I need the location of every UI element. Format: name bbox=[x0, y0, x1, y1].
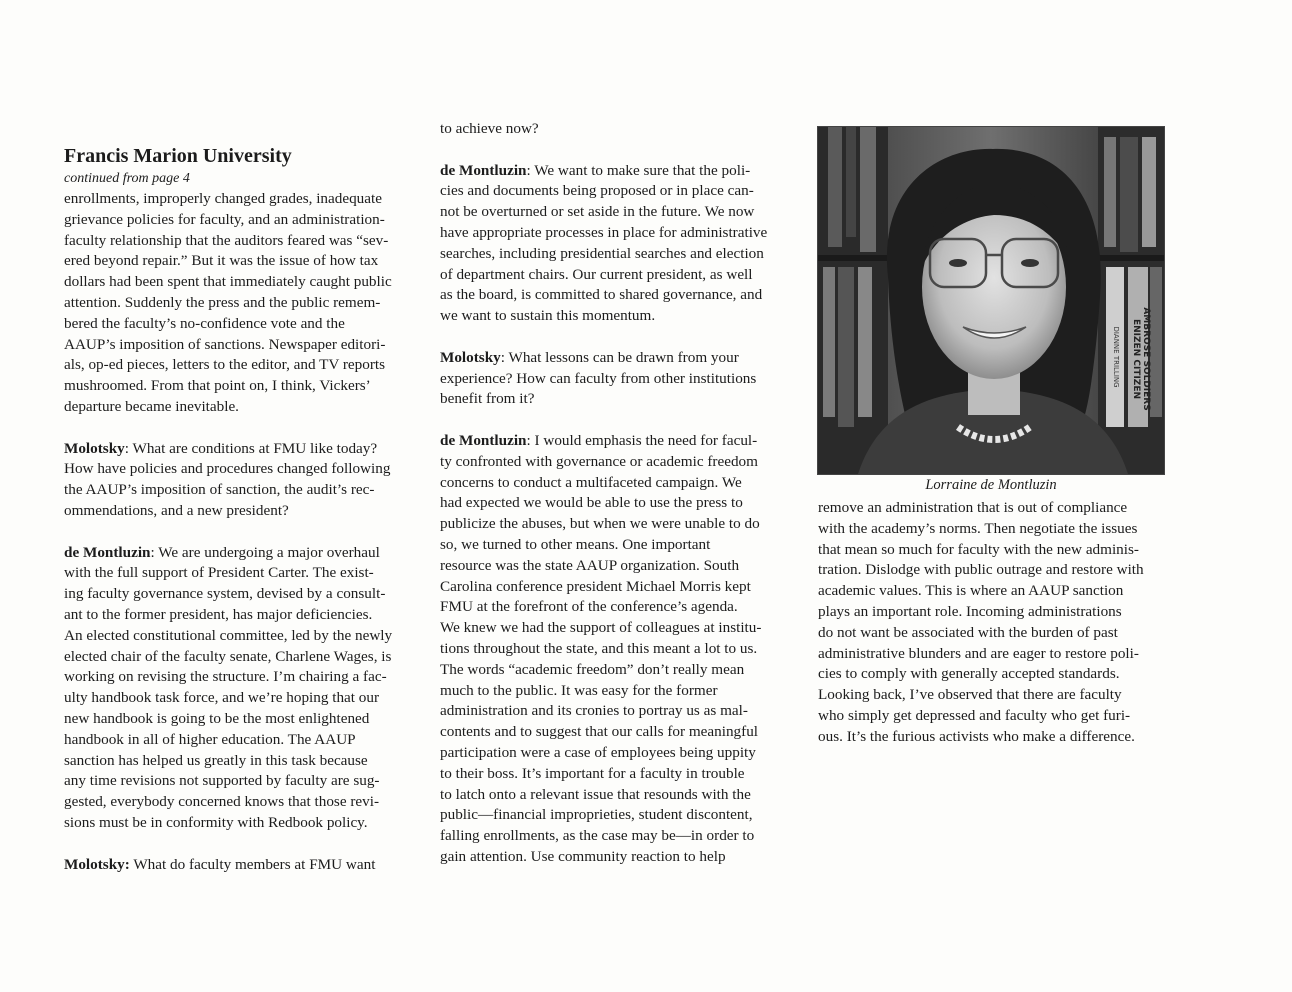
text-line: handbook in all of higher education. The AAUP bbox=[64, 730, 356, 748]
text-line bbox=[64, 439, 424, 460]
text-line: faculty relationship that the auditors feared was “sev- bbox=[64, 231, 389, 249]
paragraph-gap bbox=[64, 418, 424, 439]
text-line: mushroomed. From that point on, I think, Vickers’ bbox=[64, 377, 371, 395]
text-line: ous. It’s the furious activists who make a difference. bbox=[818, 727, 1135, 745]
text-line: academic values. This is where an AAUP sanction bbox=[818, 582, 1124, 600]
speaker-name: Molotsky bbox=[64, 439, 125, 457]
text-line: who simply get depressed and faculty who get furi- bbox=[818, 706, 1131, 724]
portrait-image bbox=[818, 127, 1164, 474]
speaker-text: : What lessons can be drawn from your bbox=[500, 348, 739, 366]
text-line: any time revisions not supported by faculty are sug- bbox=[64, 772, 380, 790]
text-line: als, op-ed pieces, letters to the editor, and TV reports bbox=[64, 356, 386, 374]
speaker-text: : We want to make sure that the poli- bbox=[526, 161, 751, 179]
book-spine-text: DIANNE TRILLING bbox=[1112, 326, 1120, 388]
text-line: Carolina conference president Michael Morris kept bbox=[440, 577, 751, 595]
article-column-1 bbox=[64, 143, 424, 875]
book-spine-text: ENIZEN CITIZEN bbox=[1131, 318, 1141, 400]
text-line: to latch onto a relevant issue that resounds with the bbox=[440, 785, 751, 803]
photo-caption: Lorraine de Montluzin bbox=[925, 477, 1057, 493]
text-line: the AAUP’s imposition of sanction, the audit’s rec- bbox=[64, 481, 375, 499]
text-line: much to the public. It was easy for the former bbox=[440, 681, 718, 699]
text-line: gain attention. Use community reaction to help bbox=[440, 847, 726, 865]
text-line: publicize the abuses, but when we were unable to do bbox=[440, 515, 760, 533]
text-line: as the board, is committed to shared governance, and bbox=[440, 286, 763, 304]
text-line: falling enrollments, as the case may be—in order to bbox=[440, 827, 755, 845]
text-line: enrollments, improperly changed grades, inadequate bbox=[64, 190, 382, 207]
text-line bbox=[440, 348, 802, 369]
text-line: Looking back, I’ve observed that there are faculty bbox=[818, 686, 1122, 704]
text-line: have appropriate processes in place for administrative bbox=[440, 223, 768, 241]
text-line: we want to sustain this momentum. bbox=[440, 307, 656, 325]
text-line: tration. Dislodge with public outrage and restore with bbox=[818, 561, 1144, 579]
text-line: to their boss. It’s important for a faculty in trouble bbox=[440, 764, 745, 782]
text-line bbox=[64, 543, 424, 564]
text-line: working on revising the structure. I’m chairing a fac- bbox=[64, 668, 387, 686]
text-line: had expected we would be able to use the press to bbox=[440, 494, 743, 512]
text-line: participation were a case of employees being uppity bbox=[440, 743, 756, 761]
speaker-name: de Montluzin bbox=[440, 161, 527, 179]
text-line bbox=[440, 431, 802, 452]
text-line: cies to comply with generally accepted standards. bbox=[818, 665, 1120, 683]
text-line bbox=[440, 161, 802, 182]
text-line: We knew we had the support of colleagues at institu- bbox=[440, 619, 762, 637]
text-line: so, we turned to other means. One important bbox=[440, 535, 711, 553]
text-line: experience? How can faculty from other institutions bbox=[440, 369, 757, 387]
column-1-body bbox=[64, 189, 424, 875]
article-column-3 bbox=[818, 498, 1182, 748]
speaker-name: de Montluzin bbox=[440, 431, 527, 449]
text-line: AAUP’s imposition of sanctions. Newspaper editori- bbox=[64, 335, 386, 353]
book-spine-text: AMBROSE SOLDIERS bbox=[1141, 307, 1151, 411]
text-line: contents and to suggest that our calls for meaningful bbox=[440, 723, 759, 741]
text-line: not be overturned or set aside in the future. We now bbox=[440, 203, 755, 221]
text-line: The words “academic freedom” don’t really mean bbox=[440, 660, 745, 678]
text-line: gested, everybody concerned knows that those revi- bbox=[64, 793, 380, 811]
article-column-2 bbox=[440, 119, 802, 868]
text-line: of department chairs. Our current president, as well bbox=[440, 265, 753, 283]
speaker-name: Molotsky: bbox=[64, 855, 130, 873]
speaker-text: : What are conditions at FMU like today? bbox=[124, 439, 378, 457]
paragraph-gap bbox=[64, 834, 424, 855]
text-line: plays an important role. Incoming administrations bbox=[818, 602, 1122, 620]
speaker-name: Molotsky bbox=[440, 348, 501, 366]
text-line: administration and its cronies to portray us as mal- bbox=[440, 702, 748, 720]
paragraph-gap bbox=[440, 327, 802, 348]
speaker-text: What do faculty members at FMU want bbox=[129, 855, 376, 873]
text-line: new handbook is going to be the most enlightened bbox=[64, 709, 370, 727]
text-line: How have policies and procedures changed following bbox=[64, 460, 391, 478]
speaker-text: : We are undergoing a major overhaul bbox=[150, 543, 380, 561]
text-line: sanction has helped us greatly in this task because bbox=[64, 751, 368, 769]
text-line: resource was the state AAUP organization. South bbox=[440, 556, 740, 574]
article-heading: Francis Marion University bbox=[64, 145, 292, 167]
paragraph-gap bbox=[440, 410, 802, 431]
speaker-text: : I would emphasis the need for facul- bbox=[526, 431, 758, 449]
text-line: dollars had been spent that immediately caught public bbox=[64, 273, 392, 291]
continued-note: continued from page 4 bbox=[64, 171, 190, 186]
text-line: administrative blunders and are eager to restore poli- bbox=[818, 644, 1139, 662]
text-line: with the academy’s norms. Then negotiate the issues bbox=[818, 519, 1138, 537]
text-line: cies and documents being proposed or in place can- bbox=[440, 182, 754, 200]
portrait-photo bbox=[817, 126, 1165, 475]
text-line: remove an administration that is out of compliance bbox=[818, 499, 1128, 516]
paragraph-gap bbox=[64, 522, 424, 543]
text-line: sions must be in conformity with Redbook policy. bbox=[64, 813, 368, 831]
text-line: departure became inevitable. bbox=[64, 397, 239, 415]
column-3-body bbox=[818, 498, 1182, 748]
text-line: benefit from it? bbox=[440, 390, 535, 408]
text-line bbox=[64, 855, 424, 876]
text-line: ant to the former president, has major deficiencies. bbox=[64, 605, 373, 623]
text-line: An elected constitutional committee, led by the newly bbox=[64, 626, 393, 644]
speaker-name: de Montluzin bbox=[64, 543, 151, 561]
text-line: with the full support of President Carter. The exist- bbox=[64, 564, 374, 582]
paragraph-gap bbox=[440, 140, 802, 161]
text-line: searches, including presidential searches and election bbox=[440, 244, 764, 262]
text-line: ered beyond repair.” But it was the issue of how tax bbox=[64, 252, 379, 270]
text-line: ty confronted with governance or academic freedom bbox=[440, 452, 758, 470]
text-line: that mean so much for faculty with the new adminis- bbox=[818, 540, 1139, 558]
text-line: elected chair of the faculty senate, Charlene Wages, is bbox=[64, 647, 392, 665]
text-line: concerns to conduct a multifaceted campaign. We bbox=[440, 473, 742, 491]
text-line: grievance policies for faculty, and an administration- bbox=[64, 210, 385, 228]
text-line: bered the faculty’s no-confidence vote and the bbox=[64, 314, 345, 332]
text-line: do not want be associated with the burden of past bbox=[818, 623, 1118, 641]
text-line: to achieve now? bbox=[440, 120, 539, 137]
text-line: public—financial improprieties, student discontent, bbox=[440, 806, 753, 824]
text-line: ulty handbook task force, and we’re hoping that our bbox=[64, 689, 380, 707]
text-line: ing faculty governance system, devised by a consult- bbox=[64, 585, 386, 603]
text-line: attention. Suddenly the press and the public remem- bbox=[64, 293, 381, 311]
text-line: tions throughout the state, and this meant a lot to us. bbox=[440, 639, 758, 657]
text-line: FMU at the forefront of the conference’s agenda. bbox=[440, 598, 738, 616]
column-2-body bbox=[440, 119, 802, 868]
text-line: ommendations, and a new president? bbox=[64, 501, 289, 519]
